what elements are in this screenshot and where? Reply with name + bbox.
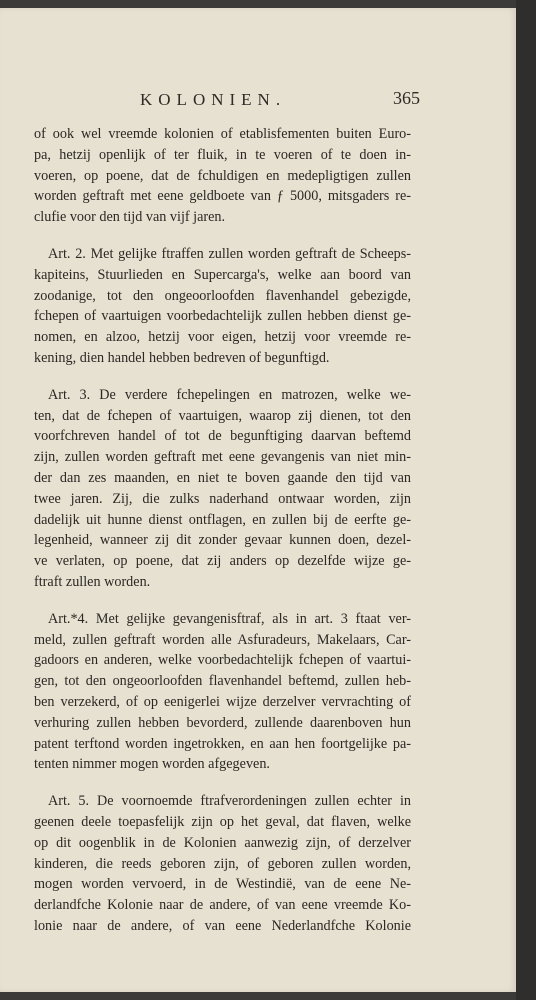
page-edge-shadow [516,0,536,1000]
text-line: geenen deele toepasfelijk zijn op het geval, dat flaven, welke [34,813,411,830]
text-line: fchepen of vaartuigen voorbedachtelijk zullen hebben dienst ge- [34,308,411,325]
text-line: twee jaren. Zij, die zulks naderhand ontwaar worden, zijn [34,490,411,507]
text-line: op dit oogenblik in de Kolonien aanwezig zijn, of derzelver [34,834,411,851]
text-line: ben verzekerd, of op eenigerlei wijze derzelver vervrachting of [34,693,411,710]
text-line: Art. 2. Met gelijke ftraffen zullen worden geftraft de Scheeps- [48,245,411,262]
text-line: voeren, op poene, dat de fchuldigen en medepligtigen zullen [34,167,411,184]
text-line: ve verlaten, op poene, dat zij anders op dezelfde wijze ge- [34,553,411,570]
text-line: nomen, en alzoo, hetzij voor eigen, hetzij voor vreemde re- [34,329,411,346]
text-line: verhuring zullen hebben bevorderd, zullende daarenboven hun [34,714,411,731]
text-line: legenheid, wanneer zij dit zonder gevaar kunnen doen, dezel- [34,532,411,549]
text-line: clufie voor den tijd van vijf jaren. [34,209,226,226]
text-line: zoodanige, tot den ongeoorloofden flavenhandel gebezigde, [34,287,411,304]
paragraph [34,609,411,775]
text-line: kapiteins, Stuurlieden en Supercarga's, welke aan boord van [34,266,411,283]
text-line: mogen worden vervoerd, in de Westindië, van de eene Ne- [34,876,411,893]
text-line: der dan zes maanden, en niet te boven gaande den tijd van [34,469,411,486]
page-header [140,90,420,114]
book-page [0,8,516,992]
text-line: tenten nimmer mogen worden afgegeven. [34,756,270,773]
text-line: derlandfche Kolonie naar de andere, of van eene vreemde Ko- [34,897,411,914]
text-line: patent terftond worden ingetrokken, en aan hen foortgelijke pa- [34,735,411,752]
body-text [34,124,411,937]
text-line: voorfchreven handel of tot de begunftiging daarvan beftemd [34,428,411,445]
running-title: KOLONIEN. [140,90,287,109]
text-line: ten, dat de fchepen of vaartuigen, waarop zij dienen, tot den [34,407,411,424]
text-line: meld, zullen geftraft worden alle Asfuradeurs, Makelaars, Car- [34,631,411,648]
paragraph [34,791,411,937]
text-line: of ook wel vreemde kolonien of etablisfementen buiten Euro- [34,126,411,142]
text-line: zijn, zullen worden geftraft met eene gevangenis van niet min- [34,449,411,466]
text-line: gen, tot den ongeoorloofden flavenhandel beftemd, zullen heb- [34,673,411,690]
text-line: lonie naar de andere, of van eene Nederlandfche Kolonie [34,917,411,934]
text-line: Art. 5. De voornoemde ftrafverordeningen zullen echter in [48,793,411,810]
paragraph [34,124,411,228]
text-line: Art. 3. De verdere fchepelingen en matrozen, welke we- [48,386,411,403]
text-line: pa, hetzij openlijk of ter fluik, in te voeren of te doen in- [34,146,411,163]
text-line: Art.*4. Met gelijke gevangenisftraf, als in art. 3 ftaat ver- [48,610,411,627]
paragraph [34,244,411,369]
page-number: 365 [393,88,420,108]
text-line: gadoors en anderen, welke voorbedachtelijk fchepen of vaartui- [34,652,411,669]
text-line: dadelijk uit hunne dienst ontflagen, en zullen bij de eerfte ge- [34,511,411,528]
text-line: ftraft zullen worden. [34,573,151,590]
paragraph [34,385,411,593]
text-line: worden geftraft met eene geldboete van ƒ 5000, mitsgaders re- [34,188,411,205]
text-line: kinderen, die reeds geboren zijn, of geboren zullen worden, [34,855,411,872]
text-line: kening, dien handel hebben bedreven of begunftigd. [34,349,330,366]
